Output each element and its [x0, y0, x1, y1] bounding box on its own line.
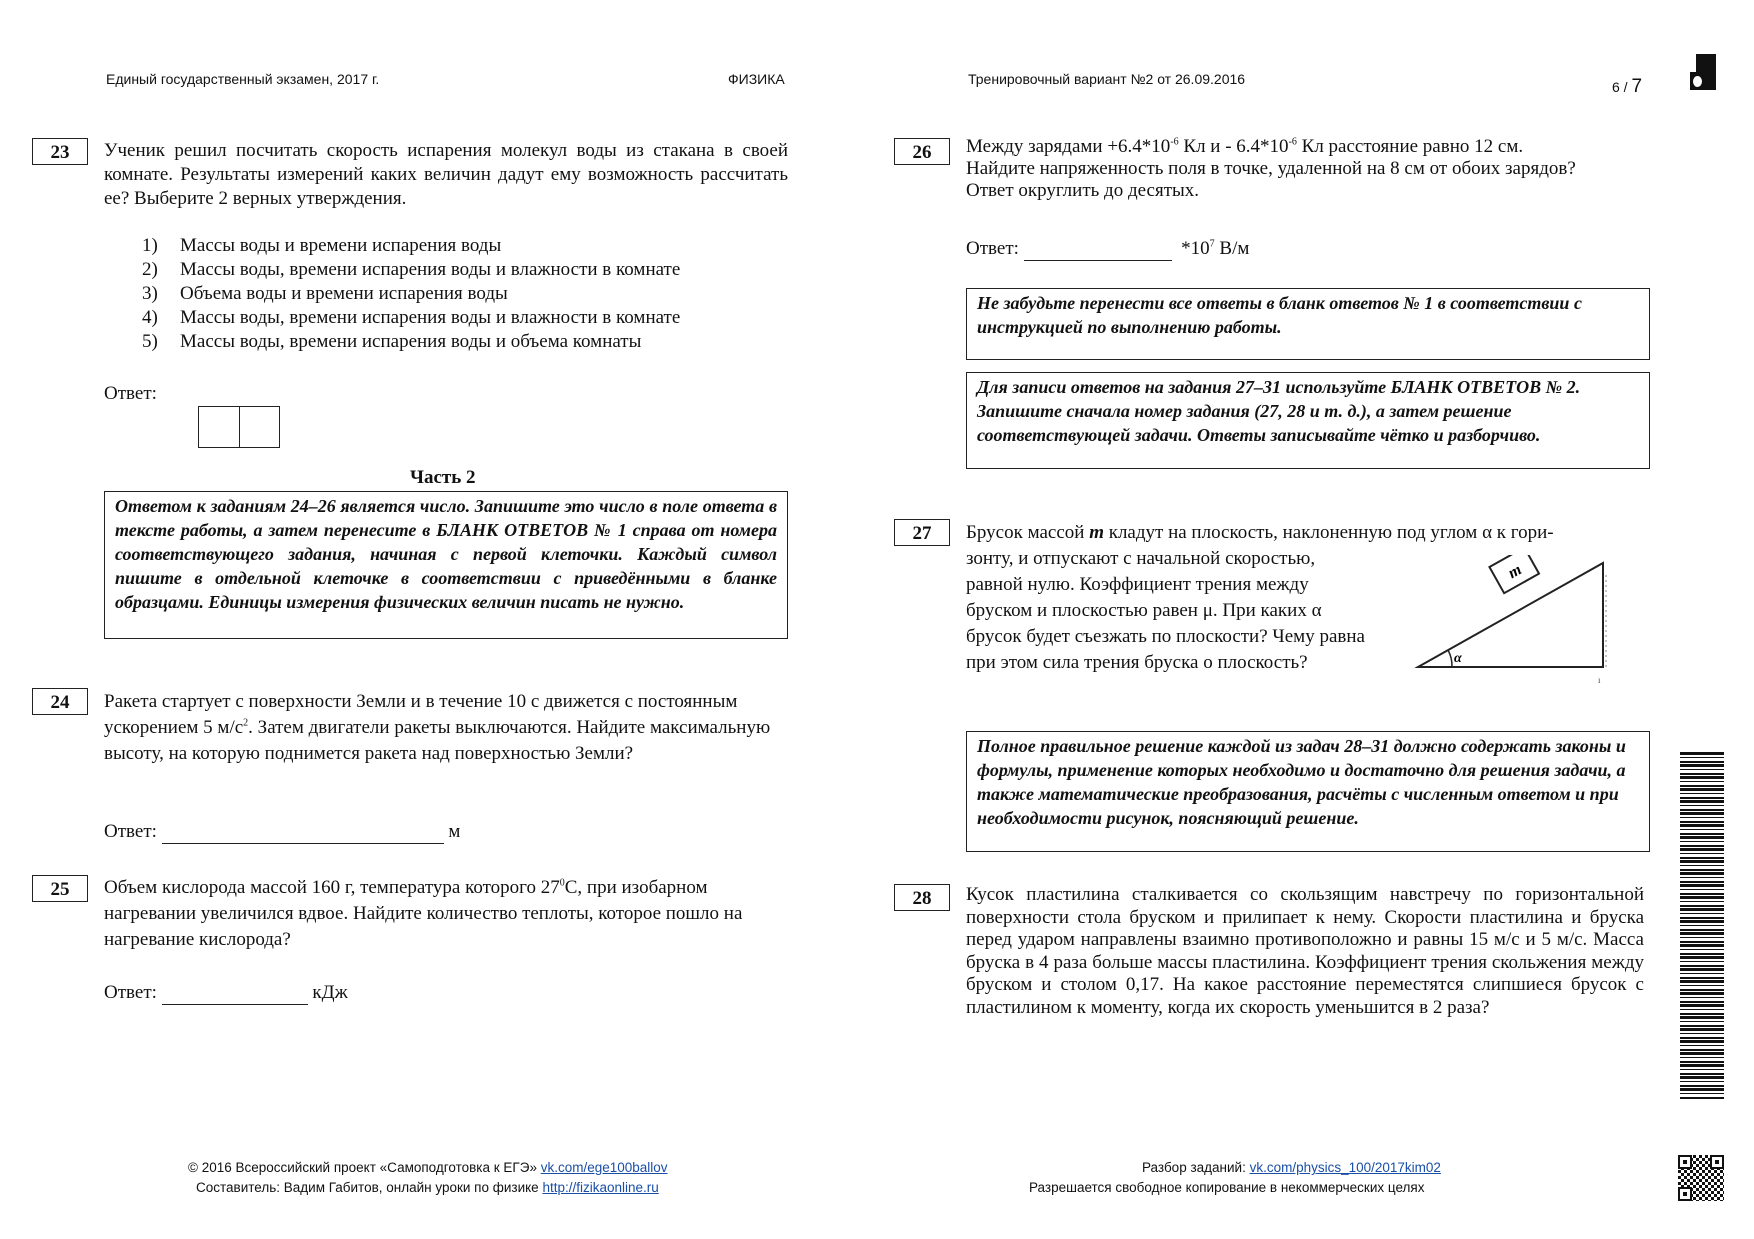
task-25-answer: Ответ: кДж — [104, 982, 348, 1003]
notice-transfer-answers: Не забудьте перенести все ответы в бланк ответов № 1 в соответствии с инструкцией по выполнению работы. — [966, 288, 1650, 360]
subject-title: ФИЗИКА — [728, 71, 785, 87]
footer-link-fizikaonline[interactable]: http://fizikaonline.ru — [542, 1180, 659, 1195]
svg-text:ı: ı — [1598, 675, 1601, 685]
task-26-text: Между зарядами $+6.4*10^{-6}$ Кл и - $6.4*10^{-6}$ Кл расстояние равно 12 см. Найдите напряженность поля в точке, удаленной на 8 см от обоих зарядов? Ответ округлить до десятых. — [966, 136, 1576, 201]
angle-label: α — [1454, 651, 1462, 666]
part-2-instruction: Ответом к заданиям 24–26 является число. Запишите это число в поле ответа в тексте работы, а затем перенесите в БЛАНК ОТВЕТОВ № 1 справа от номера соответствующего задания, начиная с первой клеточки. Каждый символ пишите в отдельной клеточке в соответствии с приведёнными в бланке образцами. Единицы измерения физических величин писать не нужно. — [104, 491, 788, 639]
task-28-text: Кусок пластилина сталкивается со скользящим навстречу по горизонтальной поверхности стола бруском и прилипает к нему. Скорости пластилина и бруска перед ударом направлены взаимно противоположно и равны 15 м/с и 5 м/с. Масса бруска в 4 раза больше массы пластилина. Коэффициент трения скольжения между бруском и столом 0,17. На какое расстояние переместятся слипшиеся брусок с пластилином к моменту, когда их скорость уменьшится в 2 раза? — [966, 884, 1644, 1018]
footer-project: © 2016 Всероссийский проект «Самоподготовка к ЕГЭ» vk.com/ege100ballov — [188, 1160, 668, 1175]
task-26-answer-line[interactable] — [1024, 242, 1172, 261]
task-number-25: 25 — [32, 875, 88, 902]
task-number-26: 26 — [894, 138, 950, 165]
footer-link-vk-physics[interactable]: vk.com/physics_100/2017kim02 — [1249, 1160, 1441, 1175]
corner-marker — [1690, 54, 1716, 90]
page-number: 6 / 7 — [1612, 76, 1643, 97]
notice-answer-sheet-2: Для записи ответов на задания 27–31 используйте БЛАНК ОТВЕТОВ № 2. Запишите сначала номер задания (27, 28 и т. д.), а затем решение соответствующей задачи. Ответы записывайте чётко и разборчиво. — [966, 372, 1650, 469]
task-25-answer-line[interactable] — [162, 986, 308, 1005]
footer-author: Составитель: Вадим Габитов, онлайн уроки по физике http://fizikaonline.ru — [196, 1180, 659, 1195]
task-27-first-line: Брусок массой m кладут на плоскость, наклоненную под углом α к гори- — [966, 522, 1554, 543]
angle-arc — [1448, 650, 1452, 667]
task-23-option: 2) Массы воды, времени испарения воды и влажности в комнате — [142, 259, 681, 280]
footer-analysis: Разбор заданий: vk.com/physics_100/2017kim02 — [1142, 1160, 1441, 1175]
task-25-text: Объем кислорода массой 160 г, температура которого $27^0С$, при изобарном нагревании увеличился вдвое. Найдите количество теплоты, которое пошло на нагревание кислорода? — [104, 877, 743, 950]
task-24-answer: Ответ: м — [104, 821, 461, 842]
task-23-text: Ученик решил посчитать скорость испарения молекул воды из стакана в своей комнате. Результаты измерений каких величин дадут ему возможность рассчитать ее? Выберите 2 верных утверждения. — [104, 140, 788, 209]
task-number-23: 23 — [32, 138, 88, 165]
footer-copyright: Разрешается свободное копирование в некоммерческих целях — [1029, 1180, 1425, 1195]
exam-title: Единый государственный экзамен, 2017 г. — [106, 71, 380, 87]
task-23-option: 3) Объема воды и времени испарения воды — [142, 283, 508, 304]
task-26-answer: Ответ: $*10^7$ В/м — [966, 238, 1250, 259]
task-number-24: 24 — [32, 688, 88, 715]
task-23-option: 4) Массы воды, времени испарения воды и влажности в комнате — [142, 307, 681, 328]
barcode — [1680, 752, 1724, 1100]
part-2-title: Часть 2 — [410, 467, 476, 488]
task-23-answer-cells[interactable] — [198, 406, 280, 448]
footer-link-vk-ege[interactable]: vk.com/ege100ballov — [540, 1160, 668, 1175]
qr-code — [1678, 1155, 1724, 1201]
task-number-28: 28 — [894, 884, 950, 911]
notice-full-solution: Полное правильное решение каждой из задач 28–31 должно содержать законы и формулы, применение которых необходимо и достаточно для решения задачи, а также математические преобразования, расчёты с численным ответом и при необходимости рисунок, поясняющий решение. — [966, 731, 1650, 852]
inclined-plane-figure — [1410, 555, 1610, 690]
block-mass-label: m — [1505, 561, 1525, 583]
task-24-answer-line[interactable] — [162, 825, 444, 844]
task-23-option: 1) Массы воды и времени испарения воды — [142, 235, 502, 256]
task-23-answer-label: Ответ: — [104, 383, 157, 404]
task-27-text: зонту, и отпускают с начальной скоростью, равной нулю. Коэффициент трения между бруском и плоскостью равен μ. При каких α брусок будет съезжать по плоскости? Чему равна при этом сила трения бруска о плоскость? — [966, 548, 1365, 673]
task-23-option: 5) Массы воды, времени испарения воды и объема комнаты — [142, 331, 642, 352]
task-24-text: Ракета стартует с поверхности Земли и в течение 10 с движется с постоянным ускорением 5 $м/с^2$. Затем двигатели ракеты выключаются. Найдите максимальную высоту, на которую поднимется ракета над поверхностью Земли? — [104, 691, 771, 764]
variant-title: Тренировочный вариант №2 от 26.09.2016 — [968, 71, 1246, 87]
task-number-27: 27 — [894, 519, 950, 546]
